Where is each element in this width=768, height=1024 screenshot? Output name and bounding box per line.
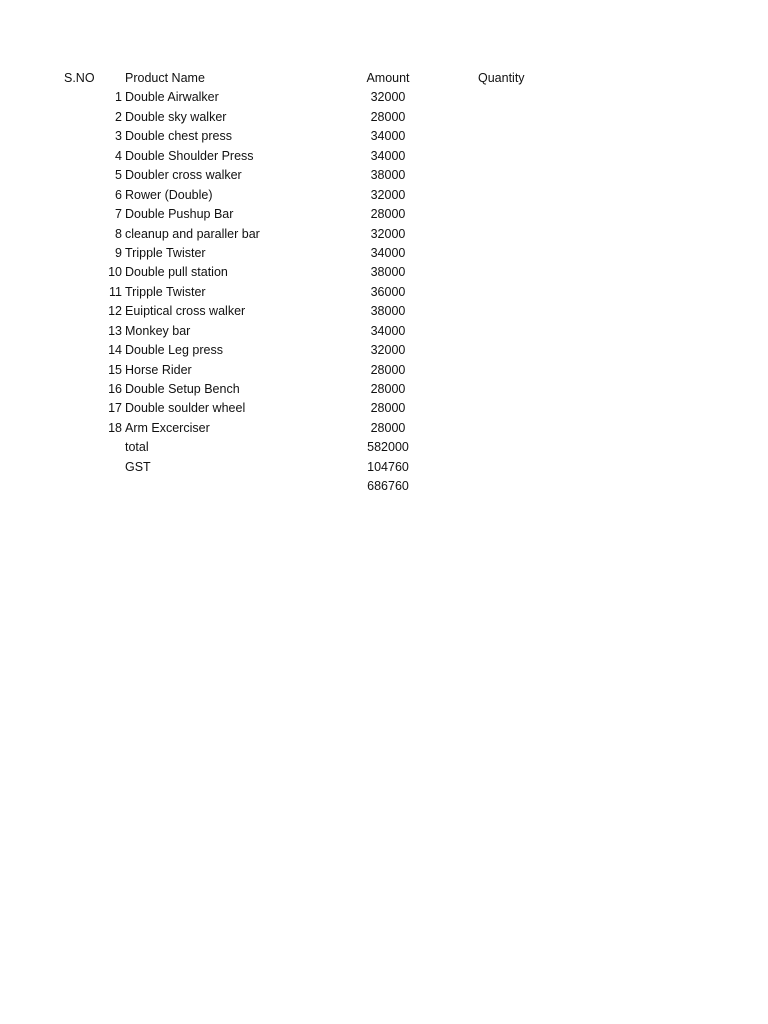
product-name-cell: Horse Rider	[125, 362, 192, 377]
sno-cell: 1	[115, 90, 122, 105]
sno-cell: 3	[115, 129, 122, 144]
sno-cell: 6	[115, 187, 122, 202]
amount-cell: 34000	[370, 323, 406, 338]
product-name-cell: Double sky walker	[125, 109, 227, 124]
gst-label: GST	[125, 459, 151, 474]
sno-cell: 10	[108, 265, 122, 280]
sno-cell: 5	[115, 168, 122, 183]
amount-cell: 34000	[370, 129, 406, 144]
sno-cell: 12	[108, 304, 122, 319]
product-name-cell: Double Shoulder Press	[125, 148, 254, 163]
amount-cell: 32000	[370, 187, 406, 202]
product-name-cell: Double pull station	[125, 265, 228, 280]
sno-cell: 17	[108, 401, 122, 416]
product-name-cell: Rower (Double)	[125, 187, 213, 202]
amount-header: Amount	[366, 71, 410, 85]
table-row	[0, 399, 768, 418]
product-name-cell: Double Airwalker	[125, 90, 219, 105]
sno-cell: 8	[115, 226, 122, 241]
table-row	[0, 108, 768, 127]
header-row	[0, 69, 768, 88]
amount-cell: 32000	[370, 343, 406, 358]
sno-cell: 13	[108, 323, 122, 338]
table-row	[0, 88, 768, 107]
table-row	[0, 225, 768, 244]
table-row	[0, 127, 768, 146]
amount-cell: 38000	[370, 265, 406, 280]
sno-cell: 14	[108, 343, 122, 358]
amount-cell: 38000	[370, 168, 406, 183]
product-name-cell: Double soulder wheel	[125, 401, 246, 416]
sno-cell: 18	[108, 420, 122, 435]
sno-cell: 4	[115, 148, 122, 163]
table-row	[0, 361, 768, 380]
sno-cell: 2	[115, 109, 122, 124]
product-name-cell: Arm Excerciser	[125, 420, 210, 435]
amount-cell: 36000	[370, 284, 406, 299]
table-row	[0, 244, 768, 263]
product-name-header: Product Name	[125, 71, 205, 85]
table-row	[0, 205, 768, 224]
product-name-cell: cleanup and paraller bar	[125, 226, 260, 241]
table-row	[0, 147, 768, 166]
total-label: total	[125, 440, 149, 455]
table-row	[0, 341, 768, 360]
total-row	[0, 438, 768, 457]
table-row	[0, 186, 768, 205]
sno-cell: 11	[109, 284, 122, 299]
table-row	[0, 419, 768, 438]
product-name-cell: Double chest press	[125, 129, 233, 144]
amount-cell: 32000	[370, 90, 406, 105]
amount-cell: 38000	[370, 304, 406, 319]
product-name-cell: Double Leg press	[125, 343, 223, 358]
product-name-cell: Double Pushup Bar	[125, 207, 234, 222]
sno-cell: 9	[115, 245, 122, 260]
gst-row	[0, 458, 768, 477]
amount-cell: 28000	[370, 109, 406, 124]
sno-cell: 16	[108, 382, 122, 396]
quantity-header: Quantity	[478, 71, 525, 85]
product-name-cell: Euiptical cross walker	[125, 304, 246, 319]
product-name-cell: Doubler cross walker	[125, 168, 242, 183]
total-value: 582000	[367, 440, 409, 455]
table-row	[0, 380, 768, 399]
amount-cell: 28000	[370, 382, 406, 396]
table-row	[0, 283, 768, 302]
sno-header: S.NO	[64, 71, 95, 85]
spreadsheet	[0, 69, 768, 497]
table-row	[0, 263, 768, 282]
amount-cell: 28000	[370, 401, 406, 416]
product-name-cell: Tripple Twister	[125, 284, 206, 299]
amount-cell: 32000	[370, 226, 406, 241]
amount-cell: 28000	[370, 207, 406, 222]
product-name-cell: Monkey bar	[125, 323, 191, 338]
amount-cell: 28000	[370, 362, 406, 377]
table-row	[0, 166, 768, 185]
product-name-cell: Double Setup Bench	[125, 382, 240, 396]
sno-cell: 7	[115, 207, 122, 222]
amount-cell: 34000	[370, 245, 406, 260]
gst-value: 104760	[367, 459, 409, 474]
amount-cell: 34000	[370, 148, 406, 163]
grand-total-value: 686760	[367, 479, 409, 494]
grand-total-row	[0, 477, 768, 496]
sno-cell: 15	[108, 362, 122, 377]
table-row	[0, 322, 768, 341]
table-row	[0, 302, 768, 321]
product-name-cell: Tripple Twister	[125, 245, 206, 260]
amount-cell: 28000	[370, 420, 406, 435]
